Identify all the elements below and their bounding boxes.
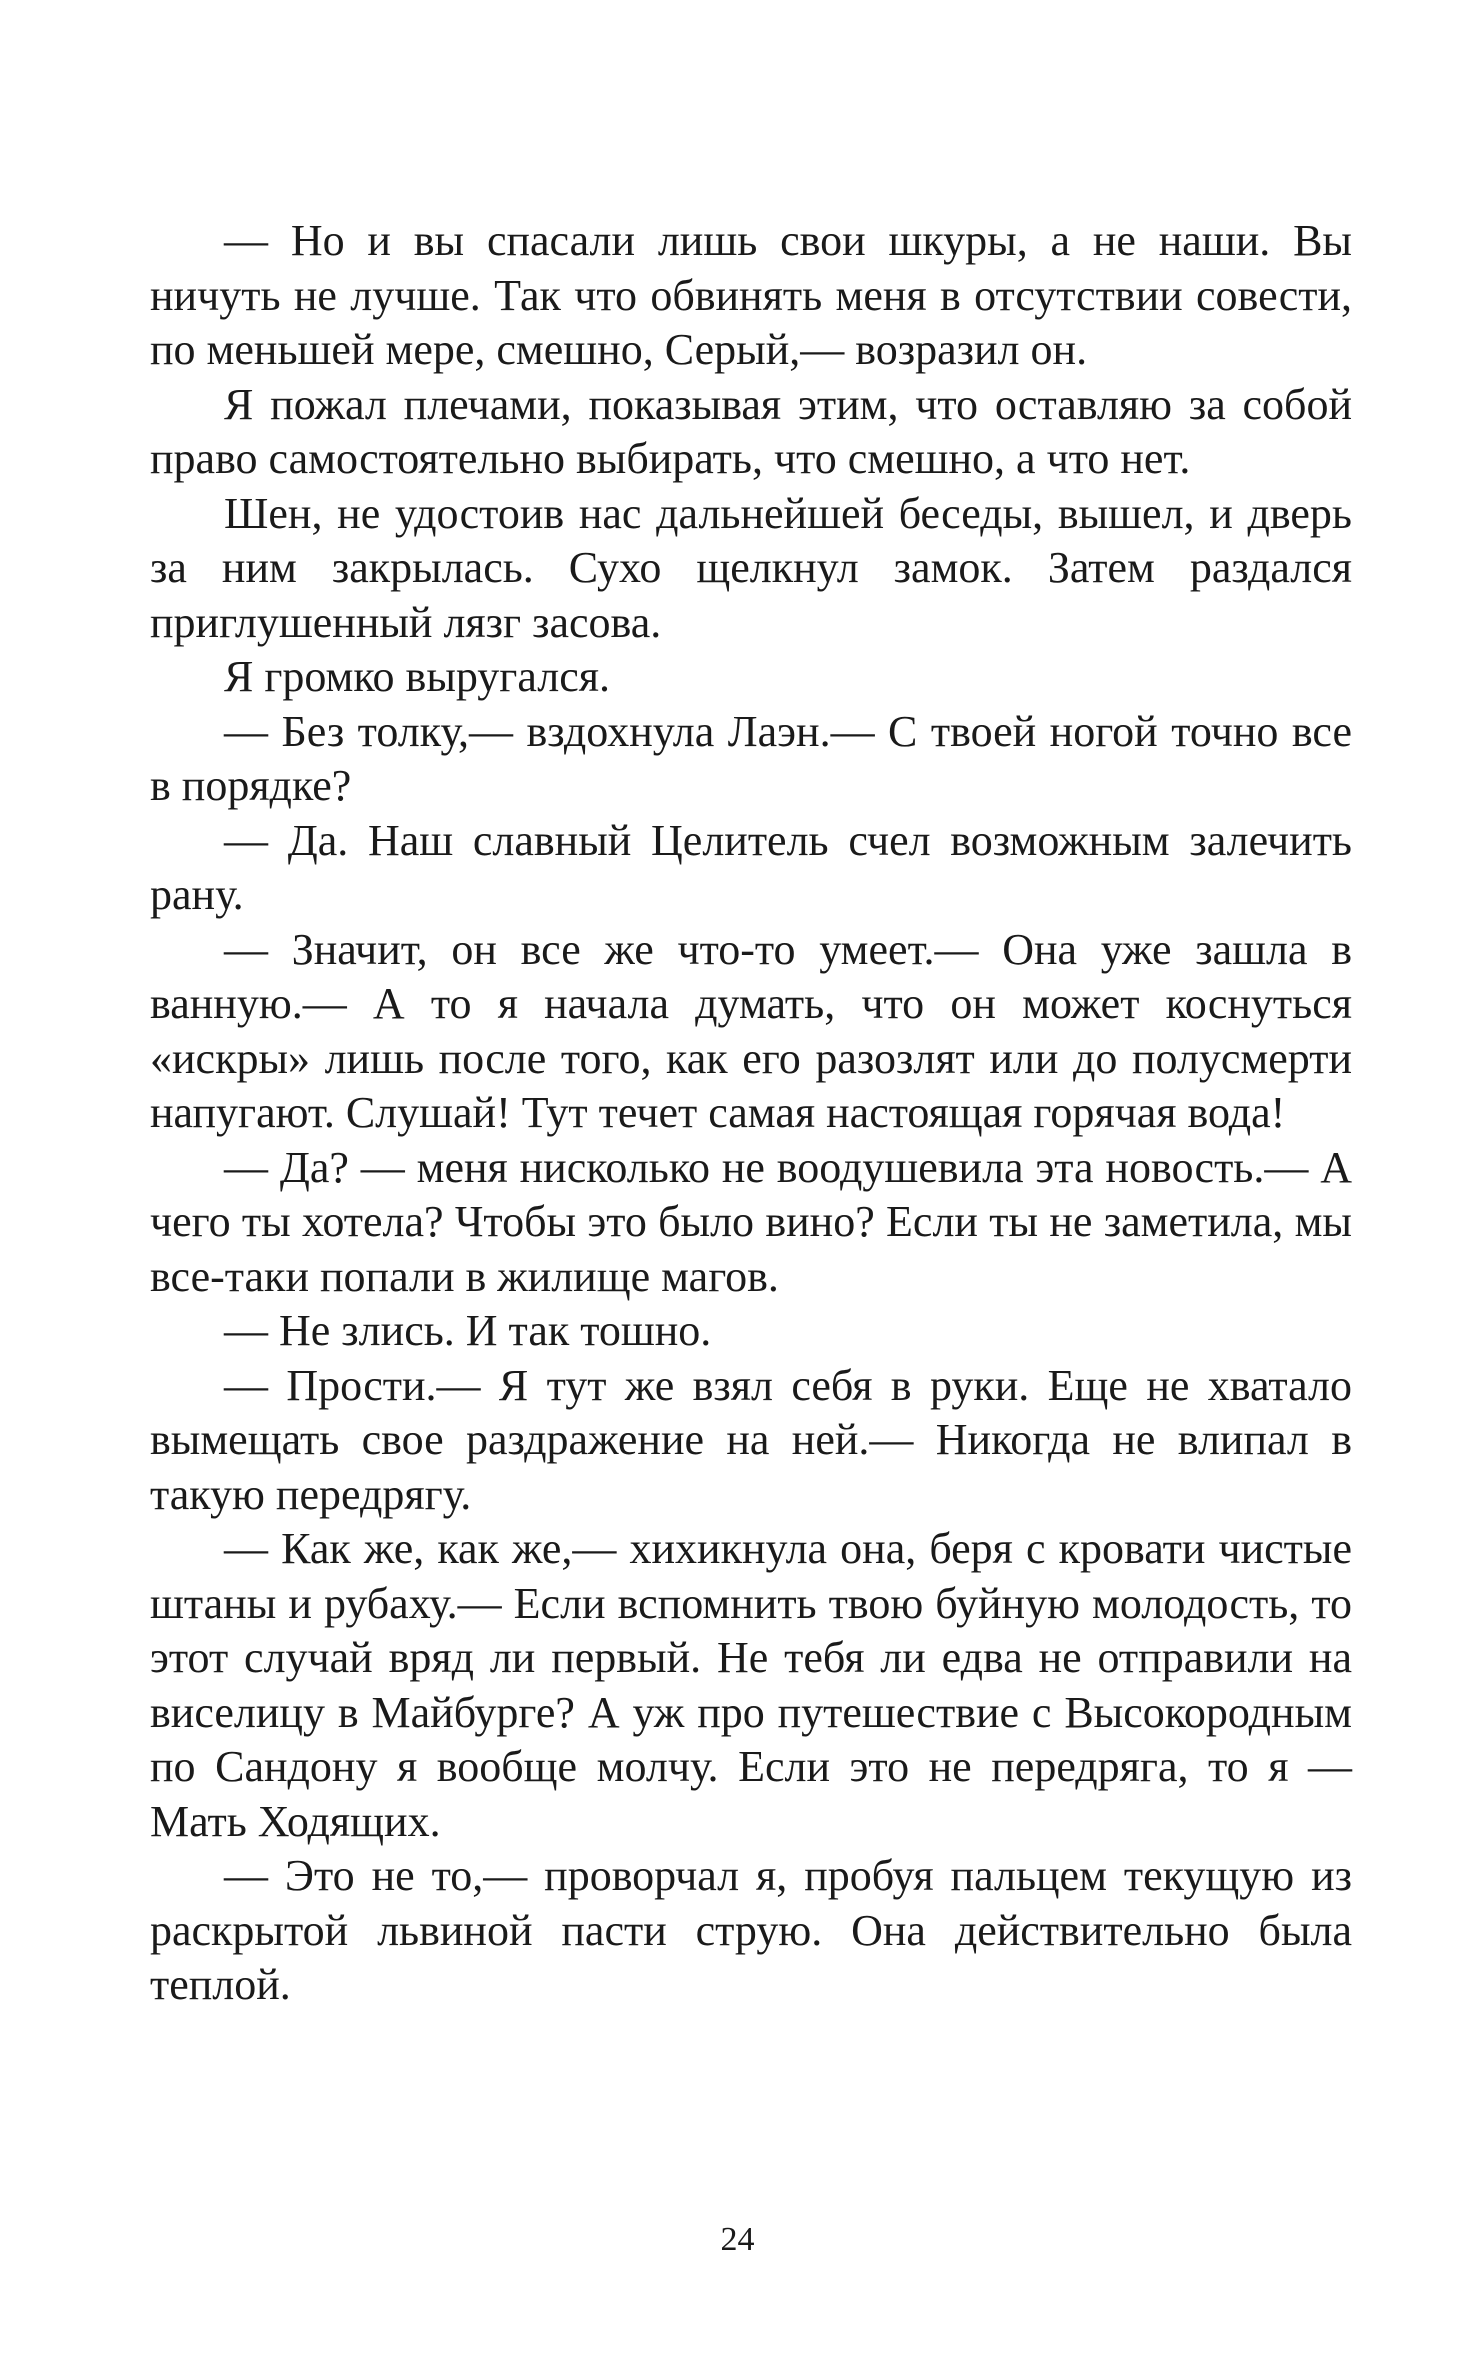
paragraph: — Значит, он все же что-то умеет.— Она уже зашла в ванную.— А то я начала думать, что он может коснуться «искры» лишь после того, как его разозлят или до полусмерти напугают. Слушай! Тут течет самая настоящая горячая вода! — [150, 924, 1352, 1137]
paragraph: Шен, не удостоив нас дальнейшей беседы, вышел, и дверь за ним закрылась. Сухо щелкнул замок. Затем раздался приглушенный лязг засова. — [150, 488, 1352, 647]
paragraph: Я громко выругался. — [224, 652, 610, 701]
paragraph: — Без толку,— вздохнула Лаэн.— С твоей ногой точно все в порядке? — [150, 706, 1352, 810]
paragraph: — Как же, как же,— хихикнула она, беря с кровати чистые штаны и рубаху.— Если вспомнить твою буйную молодость, то этот случай вряд ли первый. Не тебя ли едва не отправили на виселицу в Майбурге? А уж про путешествие с Высокородным по Сандону я вообще молчу. Если это не передряга, то я — Мать Ходящих. — [150, 1524, 1352, 1846]
paragraph: — Не злись. И так тошно. — [224, 1306, 712, 1355]
paragraph: — Прости.— Я тут же взял себя в руки. Еще не хватало вымещать свое раздражение на ней.— Никогда не влипал в такую передрягу. — [150, 1360, 1352, 1519]
paragraph: — Но и вы спасали лишь свои шкуры, а не наши. Вы ничуть не лучше. Так что обвинять меня в отсутствии совести, по меньшей мере, смешно, Серый,— возразил он. — [150, 216, 1352, 374]
paragraph: — Да. Наш славный Целитель счел возможным залечить рану. — [150, 815, 1352, 919]
paragraph: Я пожал плечами, показывая этим, что оставляю за собой право самостоятельно выбирать, что смешно, а что нет. — [150, 379, 1352, 483]
paragraph: — Это не то,— проворчал я, пробуя пальцем текущую из раскрытой львиной пасти струю. Она действительно была теплой. — [150, 1851, 1352, 2009]
page-body — [150, 214, 1352, 2013]
paragraph: — Да? — меня нисколько не воодушевила эта новость.— А чего ты хотела? Чтобы это было вино? Если ты не заметила, мы все-таки попали в жилище магов. — [150, 1142, 1352, 1301]
page-number: 24 — [720, 2221, 755, 2258]
